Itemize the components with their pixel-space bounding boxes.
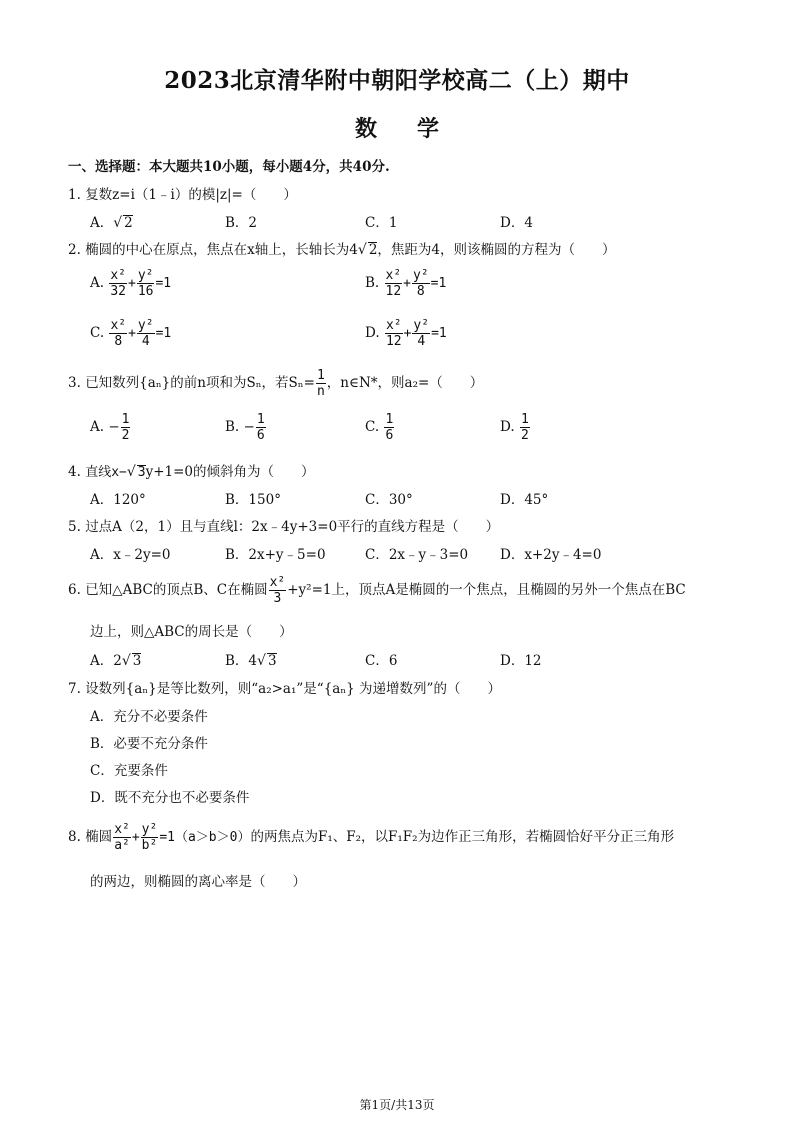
- q1-option-a: A．√ 2: [90, 215, 133, 231]
- question-8: 8. 椭圆 $\frac{\text{x²}}{\text{a²}}$ + $\frac{\text{y²}}{\text{b²}}$ =1（a＞b＞0）的两焦点为F₁、F₂，以F₁F₂为边作正三角形，若椭圆恰好平分正三角形: [68, 822, 675, 853]
- question-1-stem: 复数z=i（1﹣i）的模|z|=（ ）: [85, 187, 297, 203]
- q6-option-b: B．4√ 3: [225, 653, 277, 669]
- question-4: 4. 直线x−√ 3y+1=0的倾斜角为（ ）: [68, 464, 315, 480]
- page-title: 2023北京清华附中朝阳学校高二（上）期中: [164, 67, 630, 94]
- q3-option-b: B. − $\frac{1}{6}$: [225, 412, 265, 443]
- q6-option-d: D．12: [500, 653, 542, 669]
- question-2: 2. 椭圆的中心在原点，焦点在x轴上，长轴长为4√ 2，焦距为4，则该椭圆的方程为（ ）: [68, 242, 616, 258]
- q4-option-c: C．30°: [365, 492, 413, 508]
- subject-heading: [0, 112, 794, 143]
- q1-option-b: B．2: [225, 215, 258, 231]
- q1-option-d: D．4: [500, 215, 533, 231]
- q2-option-b: B. $\frac{\text{x²}}{12}$ + $\frac{\text{y²}}{8}$ =1: [365, 268, 447, 299]
- q4-option-a: A．120°: [90, 492, 146, 508]
- question-7: 7. 设数列{aₙ}是等比数列，则“a₂>a₁”是“{aₙ} 为递增数列”的（ ）: [68, 681, 501, 697]
- subject-char-1: 数: [354, 116, 377, 142]
- question-3: 3. 已知数列{aₙ}的前n项和为Sₙ，若Sₙ= $\frac{1}{n}$ ，n∈N*，则a₂=（ ）: [68, 368, 484, 399]
- q5-option-a: A．x﹣2y=0: [90, 547, 171, 563]
- q2-option-a: A. $\frac{\text{x²}}{32}$ + $\frac{\text{y²}}{16}$ =1: [90, 268, 172, 299]
- question-6-line-2: 边上，则△ABC的周长是（ ）: [90, 624, 293, 640]
- q7-option-a: A．充分不必要条件: [90, 709, 208, 725]
- q4-option-d: D．45°: [500, 492, 549, 508]
- q7-option-d: D．既不充分也不必要条件: [90, 790, 250, 806]
- q3-option-d: D. $\frac{1}{2}$: [500, 412, 529, 443]
- q1-option-c: C．1: [365, 215, 398, 231]
- subject-char-2: 学: [417, 116, 440, 142]
- q5-option-c: C．2x﹣y﹣3=0: [365, 547, 469, 563]
- q3-option-a: A. − $\frac{1}{2}$: [90, 412, 130, 443]
- question-1: 1. 复数z=i（1﹣i）的模|z|=（ ）: [68, 187, 297, 203]
- question-5: 5. 过点A（2，1）且与直线l：2x﹣4y+3=0平行的直线方程是（ ）: [68, 519, 500, 535]
- q3-option-c: C. $\frac{1}{6}$: [365, 412, 394, 443]
- q2-option-d: D. $\frac{\text{x²}}{12}$ + $\frac{\text{y²}}{4}$ =1: [365, 318, 447, 349]
- section-heading: 一、选择题：本大题共10小题，每小题4分，共40分.: [68, 159, 390, 175]
- q4-option-b: B．150°: [225, 492, 281, 508]
- question-6: 6. 已知△ABC的顶点B、C在椭圆 $\frac{\text{x²}}{3}$ +y²=1上，顶点A是椭圆的一个焦点，且椭圆的另外一个焦点在BC: [68, 575, 686, 606]
- page-footer: 第1页/共13页: [359, 1098, 435, 1112]
- q7-option-c: C．充要条件: [90, 763, 168, 779]
- q5-option-b: B．2x+y﹣5=0: [225, 547, 326, 563]
- q6-option-a: A．2√ 3: [90, 653, 142, 669]
- q7-option-b: B．必要不充分条件: [90, 736, 208, 752]
- q5-option-d: D．x+2y﹣4=0: [500, 547, 602, 563]
- question-8-line-2: 的两边，则椭圆的离心率是（ ）: [90, 874, 306, 890]
- q2-option-c: C. $\frac{\text{x²}}{8}$ + $\frac{\text{y²}}{4}$ =1: [90, 318, 172, 349]
- q6-option-c: C．6: [365, 653, 398, 669]
